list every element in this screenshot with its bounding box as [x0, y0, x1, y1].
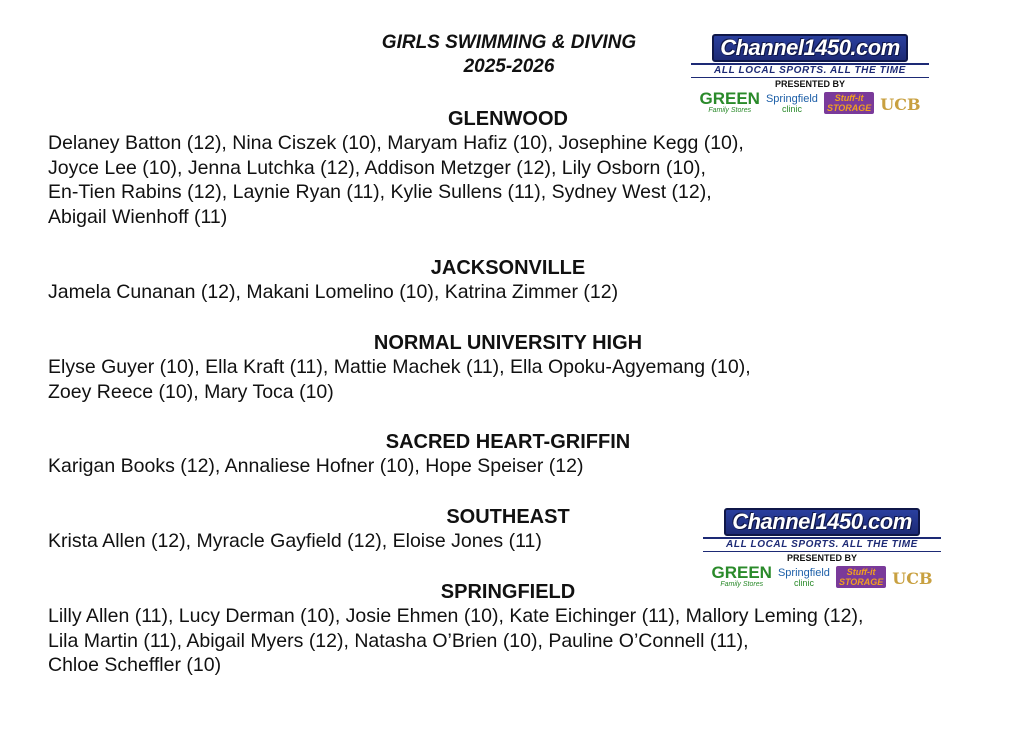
channel1450-logo: Channel1450.com	[724, 508, 920, 536]
team-section-glenwood	[48, 107, 978, 229]
document-title	[344, 31, 674, 79]
sponsor-logo-bottom	[697, 508, 947, 588]
roster-line: Abigail Wienhoff (11)	[48, 205, 228, 228]
team-name: JACKSONVILLE	[430, 257, 586, 279]
logo-tagline: ALL LOCAL SPORTS. ALL THE TIME	[691, 63, 929, 78]
team-section-normal-university-high	[48, 331, 978, 404]
roster-line: Zoey Reece (10), Mary Toca (10)	[48, 380, 334, 403]
presented-by-text: PRESENTED BY	[774, 79, 845, 89]
roster-line: Joyce Lee (10), Jenna Lutchka (12), Addison Metzger (12), Lily Osborn (10),	[48, 156, 706, 179]
roster-line: Elyse Guyer (10), Ella Kraft (11), Mattie Machek (11), Ella Opoku-Agyemang (10),	[48, 356, 751, 378]
team-name: GLENWOOD	[448, 108, 568, 130]
team-section-jacksonville	[48, 256, 978, 305]
logo-tagline: ALL LOCAL SPORTS. ALL THE TIME	[703, 537, 941, 552]
springfield-clinic-logo: Springfield clinic	[765, 93, 818, 114]
team-roster	[48, 454, 978, 479]
title-text: GIRLS SWIMMING & DIVING	[381, 32, 637, 53]
team-section-sacred-heart-griffin	[48, 430, 978, 479]
team-roster	[48, 280, 978, 305]
sponsor-logo-top	[685, 34, 935, 114]
springfield-clinic-logo: Springfield clinic	[777, 567, 830, 588]
roster-line: Lilly Allen (11), Lucy Derman (10), Josie Ehmen (10), Kate Eichinger (11), Mallory Leming (12),	[48, 605, 864, 627]
team-name: SPRINGFIELD	[440, 581, 576, 603]
team-section-springfield	[48, 580, 978, 678]
team-roster	[48, 355, 978, 404]
stuff-it-storage-logo: Stuff-it STORAGE	[836, 566, 886, 588]
roster-line: Lila Martin (11), Abigail Myers (12), Natasha O’Brien (10), Pauline O’Connell (11),	[48, 629, 749, 652]
roster-line: Karigan Books (12), Annaliese Hofner (10), Hope Speiser (12)	[48, 455, 584, 477]
presented-by-text: PRESENTED BY	[786, 553, 857, 563]
stuff-it-storage-logo: Stuff-it STORAGE	[824, 92, 874, 114]
ucb-logo: UCB	[880, 95, 921, 114]
ucb-logo: UCB	[892, 569, 933, 588]
team-roster	[48, 131, 978, 229]
team-name: SACRED HEART-GRIFFIN	[385, 431, 631, 453]
green-family-stores-logo: GREEN Family Stores	[699, 89, 760, 114]
roster-line: Krista Allen (12), Myracle Gayfield (12), Eloise Jones (11)	[48, 530, 542, 552]
roster-line: Chloe Scheffler (10)	[48, 654, 222, 677]
season-text: 2025-2026	[463, 56, 555, 77]
team-name: NORMAL UNIVERSITY HIGH	[373, 332, 643, 354]
channel1450-logo: Channel1450.com	[712, 34, 908, 62]
green-family-stores-logo: GREEN Family Stores	[711, 563, 772, 588]
team-roster	[48, 604, 978, 678]
roster-line: Jamela Cunanan (12), Makani Lomelino (10), Katrina Zimmer (12)	[48, 281, 619, 303]
team-name: SOUTHEAST	[446, 506, 570, 528]
roster-line: En-Tien Rabins (12), Laynie Ryan (11), Kylie Sullens (11), Sydney West (12),	[48, 181, 712, 204]
roster-line: Delaney Batton (12), Nina Ciszek (10), Maryam Hafiz (10), Josephine Kegg (10),	[48, 132, 744, 154]
